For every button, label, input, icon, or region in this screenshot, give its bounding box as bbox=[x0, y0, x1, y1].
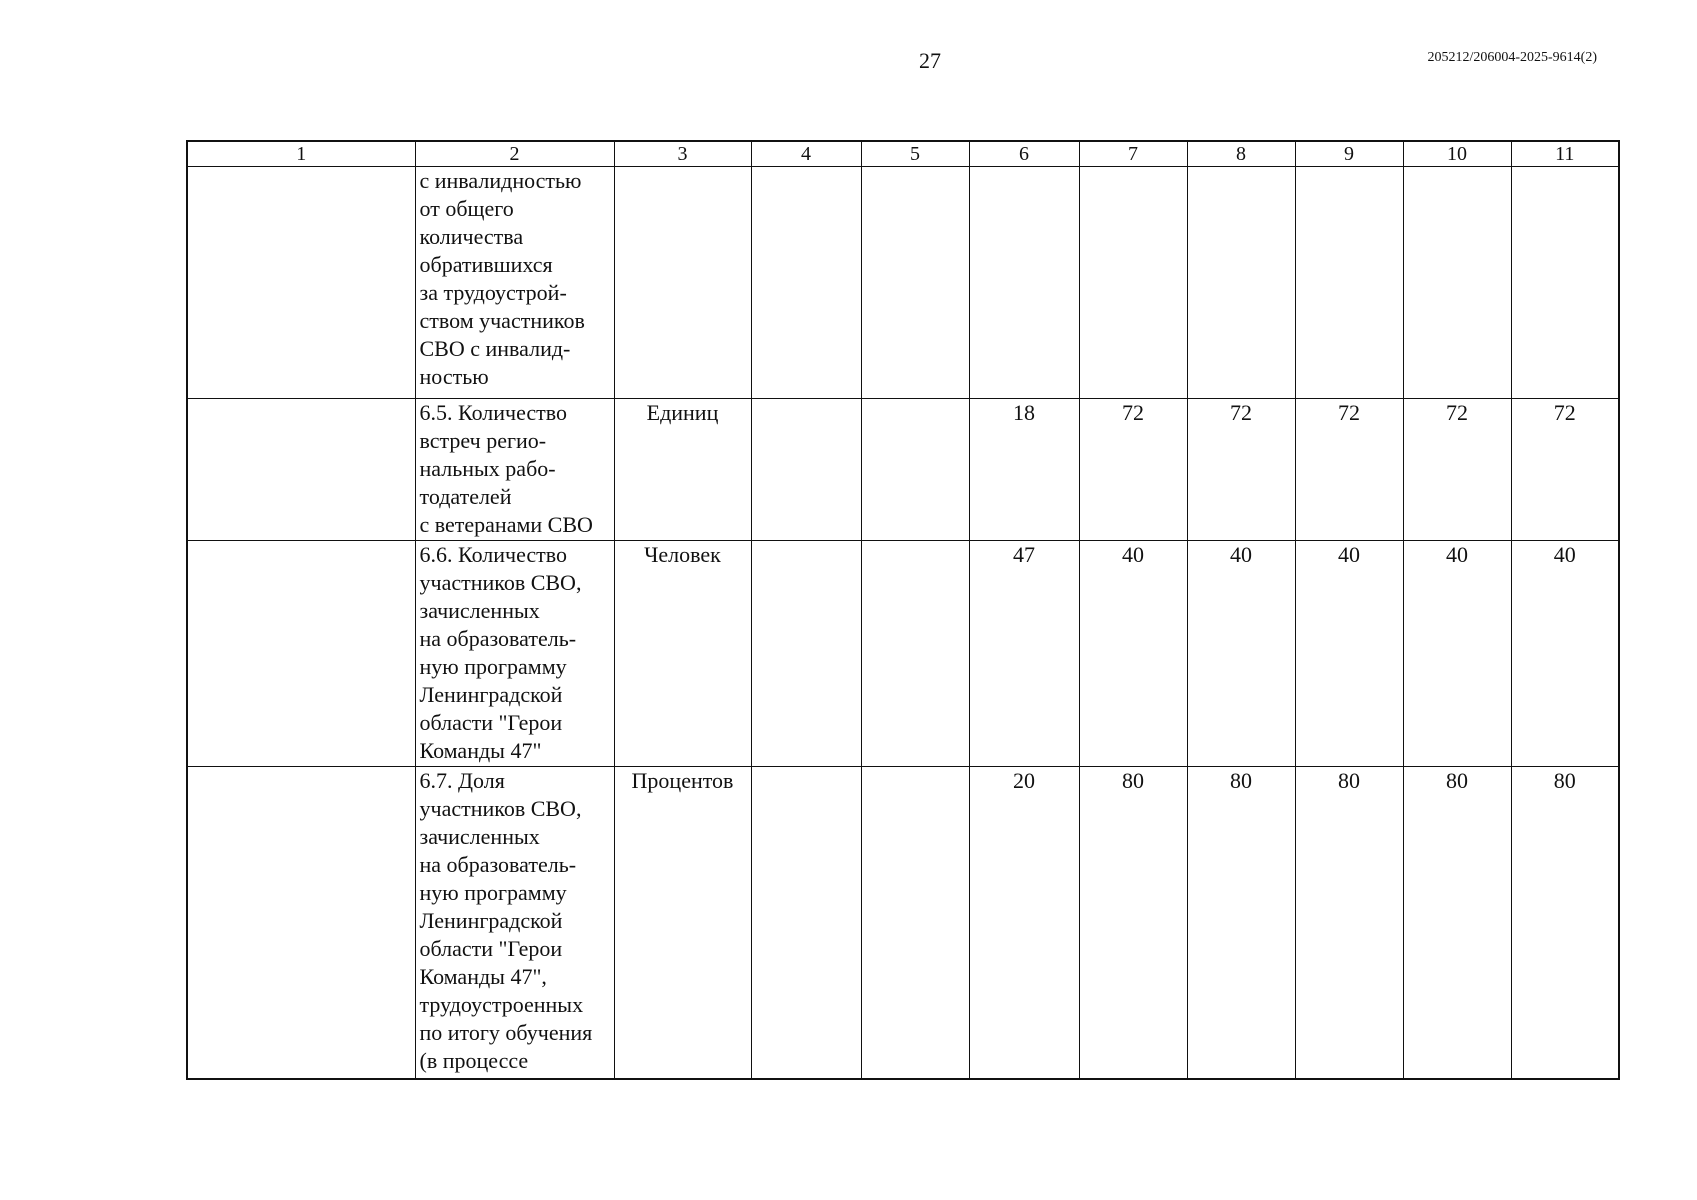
value-cell bbox=[1403, 167, 1511, 399]
indicator-description: 6.5. Количество встреч регио- нальных рабо- тодателей с ветеранами СВО bbox=[415, 399, 614, 541]
value-cell bbox=[1187, 167, 1295, 399]
value-cell bbox=[1079, 167, 1187, 399]
document-id: 205212/206004-2025-9614(2) bbox=[1427, 50, 1597, 65]
value-cell: 40 bbox=[1511, 541, 1619, 767]
value-cell: 72 bbox=[1295, 399, 1403, 541]
table-row bbox=[187, 767, 1619, 1079]
table-row bbox=[187, 541, 1619, 767]
value-cell: 47 bbox=[969, 541, 1079, 767]
column-header: 2 bbox=[415, 141, 614, 167]
value-cell: 40 bbox=[1187, 541, 1295, 767]
table-cell bbox=[751, 399, 861, 541]
column-header: 11 bbox=[1511, 141, 1619, 167]
unit-cell: Единиц bbox=[614, 399, 751, 541]
column-header: 3 bbox=[614, 141, 751, 167]
table-cell bbox=[187, 541, 415, 767]
value-cell: 72 bbox=[1187, 399, 1295, 541]
table-row bbox=[187, 399, 1619, 541]
value-cell: 72 bbox=[1511, 399, 1619, 541]
indicator-description: 6.6. Количество участников СВО, зачисленных на образователь- ную программу Ленинградской области "Герои Команды 47" bbox=[415, 541, 614, 767]
table-cell bbox=[861, 541, 969, 767]
value-cell: 80 bbox=[1511, 767, 1619, 1079]
value-cell bbox=[1295, 167, 1403, 399]
indicators-table bbox=[186, 140, 1620, 1080]
value-cell: 40 bbox=[1403, 541, 1511, 767]
table-cell bbox=[751, 541, 861, 767]
table-row bbox=[187, 167, 1619, 399]
page-number: 27 bbox=[919, 48, 941, 73]
table-cell bbox=[751, 167, 861, 399]
column-number-row bbox=[187, 141, 1619, 167]
value-cell bbox=[969, 167, 1079, 399]
table-cell bbox=[751, 767, 861, 1079]
column-header: 5 bbox=[861, 141, 969, 167]
value-cell: 40 bbox=[1295, 541, 1403, 767]
column-header: 6 bbox=[969, 141, 1079, 167]
value-cell: 72 bbox=[1403, 399, 1511, 541]
value-cell: 18 bbox=[969, 399, 1079, 541]
column-header: 1 bbox=[187, 141, 415, 167]
value-cell: 80 bbox=[1295, 767, 1403, 1079]
value-cell: 80 bbox=[1079, 767, 1187, 1079]
column-header: 4 bbox=[751, 141, 861, 167]
unit-cell bbox=[614, 167, 751, 399]
value-cell bbox=[1511, 167, 1619, 399]
column-header: 8 bbox=[1187, 141, 1295, 167]
table-cell bbox=[187, 167, 415, 399]
table-cell bbox=[861, 767, 969, 1079]
table-cell bbox=[187, 767, 415, 1079]
table-cell bbox=[861, 167, 969, 399]
value-cell: 72 bbox=[1079, 399, 1187, 541]
value-cell: 40 bbox=[1079, 541, 1187, 767]
table-cell bbox=[187, 399, 415, 541]
table-cell bbox=[861, 399, 969, 541]
value-cell: 80 bbox=[1403, 767, 1511, 1079]
value-cell: 20 bbox=[969, 767, 1079, 1079]
unit-cell: Человек bbox=[614, 541, 751, 767]
column-header: 10 bbox=[1403, 141, 1511, 167]
column-header: 7 bbox=[1079, 141, 1187, 167]
unit-cell: Процентов bbox=[614, 767, 751, 1079]
value-cell: 80 bbox=[1187, 767, 1295, 1079]
column-header: 9 bbox=[1295, 141, 1403, 167]
indicator-description: с инвалидностью от общего количества обратившихся за трудоустрой- ством участников СВО с инвалид- ностью bbox=[415, 167, 614, 399]
indicator-description: 6.7. Доля участников СВО, зачисленных на образователь- ную программу Ленинградской области "Герои Команды 47", трудоустроенных по итогу обучения (в процессе bbox=[415, 767, 614, 1079]
